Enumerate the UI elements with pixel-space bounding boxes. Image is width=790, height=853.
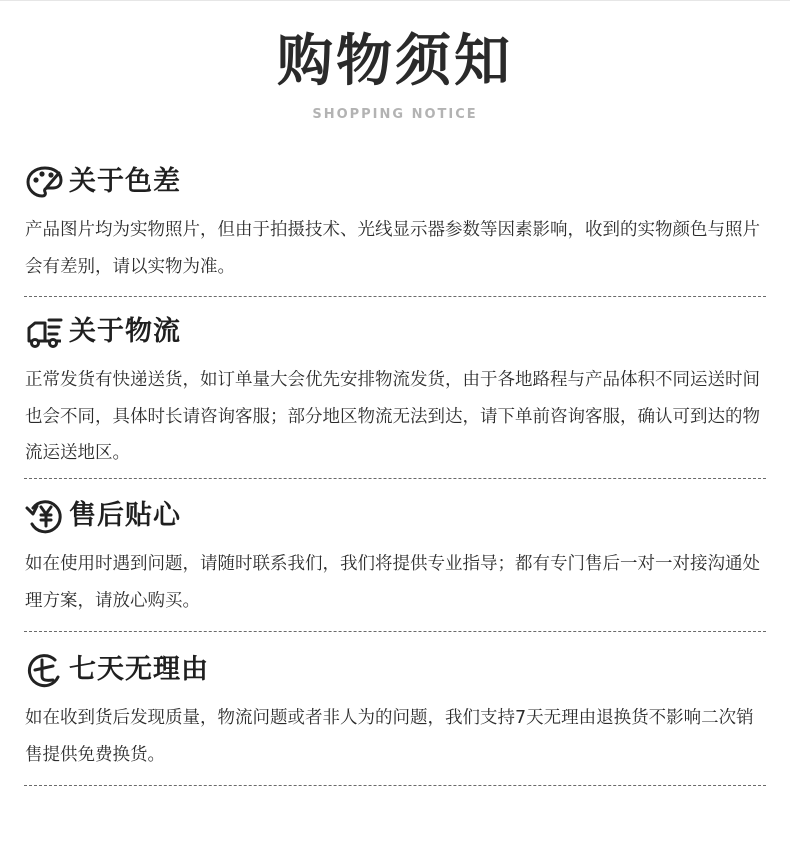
section-body: 正常发货有快递送货，如订单量大会优先安排物流发货，由于各地路程与产品体积不同运送时间也会不同，具体时长请咨询客服；部分地区物流无法到达，请下单前咨询客服，确认可到达的物流运送地区。 xyxy=(25,370,760,463)
section-title: 关于色差 xyxy=(69,166,181,197)
section-header xyxy=(25,650,765,690)
dashed-divider xyxy=(24,296,766,297)
section-seven-day-return xyxy=(25,650,765,773)
section-title: 关于物流 xyxy=(69,316,181,347)
section-logistics xyxy=(25,312,765,472)
seven-day-return-icon xyxy=(25,652,65,688)
dashed-divider xyxy=(24,631,766,632)
top-rule xyxy=(0,0,790,1)
palette-icon xyxy=(25,164,65,200)
page-title: 购物须知 xyxy=(277,29,513,94)
section-header xyxy=(25,312,765,352)
section-title: 七天无理由 xyxy=(69,654,209,685)
section-color-difference xyxy=(25,162,765,285)
yuan-refund-icon xyxy=(25,498,65,534)
section-body: 如在使用时遇到问题，请随时联系我们，我们将提供专业指导；都有专门售后一对一对接沟通处理方案，请放心购买。 xyxy=(25,554,760,611)
page-subtitle: SHOPPING NOTICE xyxy=(312,107,478,122)
section-body: 产品图片均为实物照片，但由于拍摄技术、光线显示器参数等因素影响，收到的实物颜色与照片会有差别，请以实物为准。 xyxy=(25,220,760,277)
section-title: 售后贴心 xyxy=(69,500,181,531)
section-header xyxy=(25,496,765,536)
section-body: 如在收到货后发现质量，物流问题或者非人为的问题，我们支持7天无理由退换货不影响二次销售提供免费换货。 xyxy=(25,708,754,765)
section-after-sales xyxy=(25,496,765,619)
section-header xyxy=(25,162,765,202)
delivery-truck-icon xyxy=(25,314,65,350)
dashed-divider xyxy=(24,478,766,479)
dashed-divider xyxy=(24,785,766,786)
